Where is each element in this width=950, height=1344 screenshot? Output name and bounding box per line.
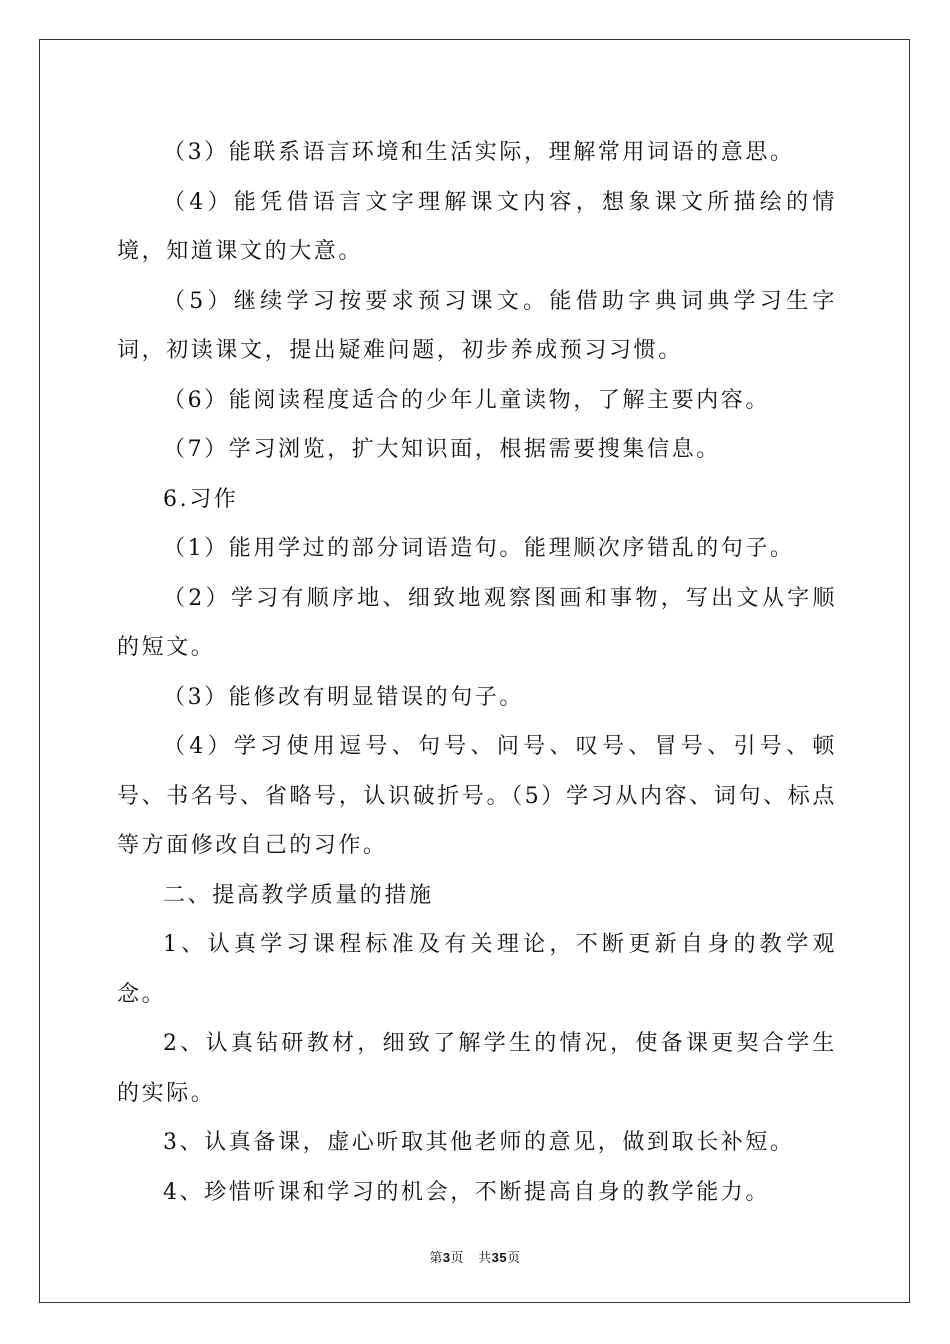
- paragraph: 4、珍惜听课和学习的机会，不断提高自身的教学能力。: [163, 1179, 770, 1205]
- paragraph: （3）能联系语言环境和生活实际，理解常用词语的意思。: [163, 140, 795, 165]
- paragraph: 1、认真学习课程标准及有关理论，不断更新自身的教学观念。: [117, 932, 837, 1007]
- page-current: 3: [442, 1250, 451, 1265]
- page-footer: [0, 1247, 950, 1266]
- paragraph: 2、认真钻研教材，细致了解学生的情况，使备课更契合学生的实际。: [117, 1031, 837, 1106]
- paragraph: （7）学习浏览，扩大知识面，根据需要搜集信息。: [163, 437, 721, 462]
- section-heading: 6.习作: [163, 486, 239, 512]
- paragraph: （6）能阅读程度适合的少年儿童读物，了解主要内容。: [163, 387, 770, 413]
- paragraph: （5）继续学习按要求预习课文。能借助字典词典学习生字词，初读课文，提出疑难问题，初步养成预习习惯。: [117, 288, 837, 363]
- paragraph: （4）能凭借语言文字理解课文内容，想象课文所描绘的情境，知道课文的大意。: [117, 189, 837, 264]
- page-total: 35: [491, 1250, 508, 1265]
- document-body: [117, 128, 837, 1217]
- paragraph: （2）学习有顺序地、细致地观察图画和事物，写出文从字顺的短文。: [117, 585, 837, 660]
- section-heading: 二、提高教学质量的措施: [163, 882, 434, 908]
- paragraph: 3、认真备课，虚心听取其他老师的意见，做到取长补短。: [163, 1130, 795, 1155]
- page-prefix: 第: [429, 1251, 443, 1266]
- paragraph: （3）能修改有明显错误的句子。: [163, 684, 524, 710]
- paragraph: （4）学习使用逗号、句号、问号、叹号、冒号、引号、顿号、书名号、省略号，认识破折号。（5）学习从内容、词句、标点等方面修改自己的习作。: [117, 734, 837, 858]
- page-suffix: 页: [450, 1251, 465, 1266]
- paragraph: （1）能用学过的部分词语造句。能理顺次序错乱的句子。: [163, 536, 795, 561]
- total-prefix: 共: [478, 1251, 492, 1266]
- total-suffix: 页: [507, 1251, 521, 1266]
